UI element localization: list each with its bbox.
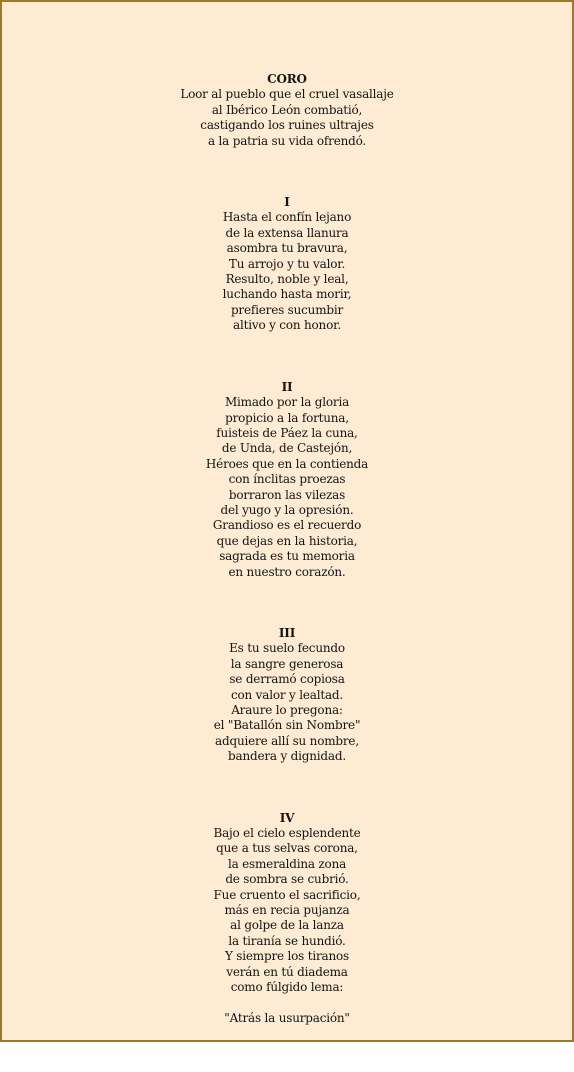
verse-line: como fúlgido lema:: [230, 980, 344, 995]
stanza-heading: II: [281, 379, 293, 394]
stanza-coro: [2, 72, 572, 149]
verse-line: propicio a la fortuna,: [225, 410, 349, 425]
verse-line: bandera y dignidad.: [228, 749, 346, 764]
verse-line: el "Batallón sin Nombre": [213, 718, 361, 733]
stanza-3: [2, 626, 572, 765]
verse-line: Es tu suelo fecundo: [229, 641, 345, 656]
verse-line: Grandioso es el recuerdo: [212, 518, 362, 533]
verse-line: en nuestro corazón.: [228, 564, 346, 579]
stanza-2: [2, 380, 572, 580]
verse-line: Araure lo pregona:: [231, 703, 343, 717]
verse-line: Hasta el confín lejano: [222, 210, 352, 225]
verse-line: la sangre generosa: [230, 656, 344, 671]
stanza-heading: CORO: [267, 72, 307, 86]
hymn-text: [2, 72, 572, 1072]
verse-line: Tu arrojo y tu valor.: [228, 256, 346, 271]
verse-line: al Ibérico León combatió,: [211, 102, 363, 117]
verse-line: luchando hasta morir,: [222, 287, 352, 302]
verse-line: la tiranía se hundió.: [228, 933, 346, 948]
stanza-heading: III: [278, 625, 296, 640]
verse-line: sagrada es tu memoria: [219, 549, 355, 564]
blank-line: [2, 996, 572, 1011]
verse-line: de sombra se cubrió.: [225, 872, 349, 887]
verse-line: asombra tu bravura,: [226, 241, 348, 256]
verse-line: prefieres sucumbir: [230, 302, 344, 317]
verse-line: a la patria su vida ofrendó.: [207, 133, 367, 148]
verse-line: fuisteis de Páez la cuna,: [216, 425, 358, 440]
verse-line: la esmeraldina zona: [227, 856, 347, 871]
verse-line: con valor y lealtad.: [230, 687, 344, 702]
verse-line: borraron las vilezas: [228, 487, 346, 502]
verse-line: del yugo y la opresión.: [220, 502, 354, 517]
verse-line: adquiere allí su nombre,: [215, 733, 359, 748]
verse-line: castigando los ruines ultrajes: [200, 118, 374, 133]
verse-line: más en recia pujanza: [224, 903, 350, 918]
verse-line: Loor al pueblo que el cruel vasallaje: [180, 87, 394, 102]
verse-line: de la extensa llanura: [225, 225, 349, 240]
verse-line: Héroes que en la contienda: [205, 456, 369, 471]
verse-line: Resulto, noble y leal,: [225, 272, 349, 287]
verse-line: que a tus selvas corona,: [216, 841, 358, 856]
verse-line: Y siempre los tiranos: [224, 949, 350, 964]
verse-line: al golpe de la lanza: [230, 918, 344, 933]
verse-line: con ínclitas proezas: [228, 472, 346, 487]
stanza-1: [2, 195, 572, 334]
closing-line: "Atrás la usurpación": [224, 1010, 350, 1025]
verse-line: Bajo el cielo esplendente: [213, 826, 361, 841]
verse-line: se derramó copiosa: [229, 672, 345, 687]
verse-line: de Unda, de Castejón,: [221, 441, 353, 456]
verse-line: verán en tú diadema: [226, 964, 348, 979]
stanza-4: [2, 811, 572, 1027]
verse-line: altivo y con honor.: [233, 318, 341, 333]
stanza-heading: IV: [279, 810, 295, 825]
verse-line: Mimado por la gloria: [224, 395, 350, 410]
verse-line: Fue cruento el sacrificio,: [213, 887, 361, 902]
verse-line: que dejas en la historia,: [216, 533, 358, 548]
stanza-heading: I: [284, 195, 290, 210]
